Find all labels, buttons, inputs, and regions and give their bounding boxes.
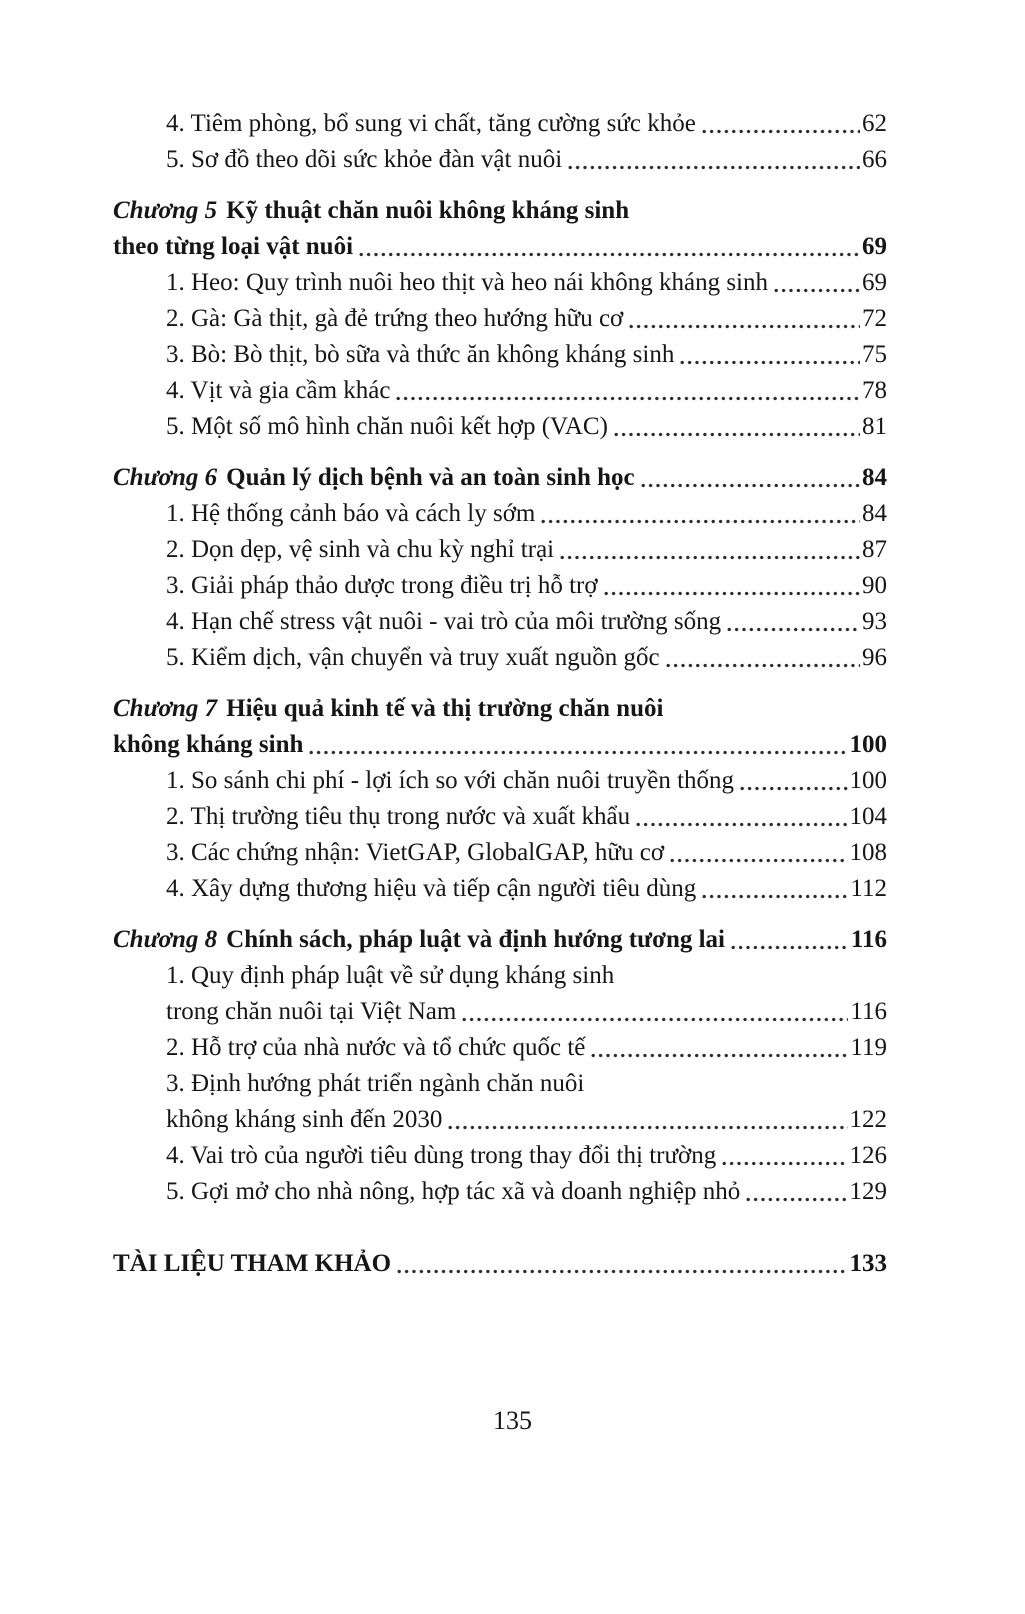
toc-row — [113, 922, 887, 958]
toc-entry-text: 5. Gợi mở cho nhà nông, hợp tác xã và doanh nghiệp nhỏ — [166, 1178, 741, 1205]
toc-row — [113, 763, 887, 799]
toc-row — [113, 265, 887, 301]
toc-page-number: 129 — [849, 1178, 887, 1205]
toc-entry-text: 2. Hỗ trợ của nhà nước và tổ chức quốc tế — [166, 1034, 586, 1061]
toc-page-number: 81 — [862, 413, 887, 440]
toc-entry-text: 3. Bò: Bò thịt, bò sữa và thức ăn không kháng sinh — [166, 341, 675, 368]
dot-leader — [727, 627, 860, 632]
toc-page-number: 119 — [850, 1034, 887, 1061]
toc-entry-text: 3. Giải pháp thảo dược trong điều trị hỗ trợ — [166, 572, 598, 599]
dot-leader — [396, 396, 860, 401]
toc-entry-text: 4. Vịt và gia cầm khác — [166, 377, 391, 404]
toc-entry-text: 1. So sánh chi phí - lợi ích so với chăn nuôi truyền thống — [166, 767, 735, 794]
dot-leader — [702, 129, 860, 134]
chapter-prefix: Chương 5 — [113, 197, 218, 224]
toc-entry-text: 2. Gà: Gà thịt, gà đẻ trứng theo hướng hữu cơ — [166, 305, 624, 332]
toc-page-number: 104 — [849, 803, 887, 830]
toc-page-number: 87 — [862, 536, 887, 563]
dot-leader — [462, 1017, 848, 1022]
toc-page-number: 133 — [849, 1250, 887, 1277]
toc-entry-text: 4. Vai trò của người tiêu dùng trong thay đổi thị trường — [166, 1142, 717, 1169]
toc-row — [113, 142, 887, 178]
toc-page-number: 108 — [849, 839, 887, 866]
toc-section — [113, 1246, 887, 1282]
toc-section — [113, 193, 887, 445]
chapter-prefix: Chương 8 — [113, 926, 218, 953]
toc-page-number: 116 — [850, 998, 887, 1025]
toc-entry-text: không kháng sinh đến 2030 — [166, 1106, 443, 1133]
toc-row — [113, 1102, 887, 1138]
toc-entry-text: 2. Dọn dẹp, vệ sinh và chu kỳ nghỉ trại — [166, 536, 555, 563]
toc-page-number: 100 — [849, 767, 887, 794]
chapter-prefix: Chương 6 — [113, 464, 218, 491]
toc-entry-text: 5. Kiểm dịch, vận chuyển và truy xuất nguồn gốc — [166, 644, 660, 671]
dot-leader — [359, 252, 860, 257]
dot-leader — [680, 360, 860, 365]
toc-page-number: 69 — [862, 233, 887, 260]
toc-row — [113, 1138, 887, 1174]
toc-page-number: 72 — [862, 305, 887, 332]
toc-row — [113, 799, 887, 835]
toc-entry-text: 5. Sơ đồ theo dõi sức khỏe đàn vật nuôi — [166, 146, 563, 173]
dot-leader — [731, 945, 849, 950]
dot-leader — [670, 858, 847, 863]
toc-page-number: 69 — [862, 269, 887, 296]
dot-leader — [740, 786, 847, 791]
toc-row — [113, 1030, 887, 1066]
toc-row — [113, 1066, 887, 1102]
dot-leader — [636, 822, 847, 827]
toc-row — [113, 727, 887, 763]
toc-row — [113, 568, 887, 604]
toc-row — [113, 301, 887, 337]
toc-row — [113, 337, 887, 373]
toc-entry-text: Kỹ thuật chăn nuôi không kháng sinh — [226, 197, 630, 224]
dot-leader — [591, 1053, 848, 1058]
toc-entry-text: 5. Một số mô hình chăn nuôi kết hợp (VAC) — [166, 413, 608, 440]
toc-row — [113, 691, 887, 727]
toc-page-number: 96 — [862, 644, 887, 671]
toc — [113, 106, 887, 1297]
toc-page-number: 100 — [849, 731, 887, 758]
toc-page-number: 84 — [862, 464, 887, 491]
dot-leader — [560, 555, 860, 560]
toc-page-number: 75 — [862, 341, 887, 368]
dot-leader — [774, 288, 860, 293]
dot-leader — [604, 591, 860, 596]
toc-row — [113, 409, 887, 445]
toc-entry-text: Quản lý dịch bệnh và an toàn sinh học — [226, 464, 635, 491]
toc-row — [113, 1246, 887, 1282]
toc-page-number: 90 — [862, 572, 887, 599]
toc-page-number: 116 — [850, 926, 887, 953]
dot-leader — [541, 519, 860, 524]
dot-leader — [397, 1269, 847, 1274]
toc-page-number: 66 — [862, 146, 887, 173]
toc-entry-text: 3. Các chứng nhận: VietGAP, GlobalGAP, hữu cơ — [166, 839, 665, 866]
toc-row — [113, 871, 887, 907]
toc-row — [113, 640, 887, 676]
footer-page-number: 135 — [493, 1406, 532, 1435]
toc-entry-text: không kháng sinh — [113, 731, 304, 758]
toc-entry-text: 1. Hệ thống cảnh báo và cách ly sớm — [166, 500, 536, 527]
page-footer — [0, 1406, 1025, 1436]
dot-leader — [666, 663, 860, 668]
toc-entry-text: 3. Định hướng phát triển ngành chăn nuôi — [166, 1070, 585, 1097]
dot-leader — [702, 894, 848, 899]
toc-section — [113, 691, 887, 907]
toc-row — [113, 994, 887, 1030]
dot-leader — [746, 1197, 847, 1202]
toc-entry-text: trong chăn nuôi tại Việt Nam — [166, 998, 457, 1025]
toc-entry-text: Hiệu quả kinh tế và thị trường chăn nuôi — [226, 695, 664, 722]
toc-row — [113, 460, 887, 496]
toc-page-number: 126 — [849, 1142, 887, 1169]
toc-row — [113, 835, 887, 871]
toc-entry-text: 1. Heo: Quy trình nuôi heo thịt và heo nái không kháng sinh — [166, 269, 769, 296]
toc-page-number: 84 — [862, 500, 887, 527]
dot-leader — [448, 1125, 847, 1130]
dot-leader — [722, 1161, 847, 1166]
toc-row — [113, 532, 887, 568]
toc-row — [113, 229, 887, 265]
toc-entry-text: TÀI LIỆU THAM KHẢO — [113, 1250, 392, 1277]
toc-entry-text: 2. Thị trường tiêu thụ trong nước và xuất khẩu — [166, 803, 631, 830]
toc-entry-text: Chính sách, pháp luật và định hướng tương lai — [226, 926, 725, 953]
dot-leader — [568, 165, 860, 170]
toc-page-number: 78 — [862, 377, 887, 404]
toc-row — [113, 496, 887, 532]
toc-page-number: 112 — [850, 875, 887, 902]
toc-entry-text: 4. Tiêm phòng, bổ sung vi chất, tăng cường sức khỏe — [166, 110, 696, 137]
dot-leader — [629, 324, 860, 329]
dot-leader — [614, 432, 860, 437]
toc-entry-text: 4. Xây dựng thương hiệu và tiếp cận người tiêu dùng — [166, 875, 697, 902]
toc-row — [113, 193, 887, 229]
toc-row — [113, 106, 887, 142]
toc-entry-text: theo từng loại vật nuôi — [113, 233, 354, 260]
toc-row — [113, 958, 887, 994]
chapter-prefix: Chương 7 — [113, 695, 218, 722]
dot-leader — [309, 750, 847, 755]
toc-page-number: 93 — [862, 608, 887, 635]
toc-row — [113, 604, 887, 640]
toc-entry-text: 4. Hạn chế stress vật nuôi - vai trò của môi trường sống — [166, 608, 722, 635]
toc-row — [113, 373, 887, 409]
toc-page-number: 62 — [862, 110, 887, 137]
toc-section — [113, 106, 887, 178]
toc-section — [113, 922, 887, 1210]
dot-leader — [641, 483, 860, 488]
toc-row — [113, 1174, 887, 1210]
toc-section — [113, 460, 887, 676]
toc-page-number: 122 — [849, 1106, 887, 1133]
toc-entry-text: 1. Quy định pháp luật về sử dụng kháng sinh — [166, 962, 615, 989]
